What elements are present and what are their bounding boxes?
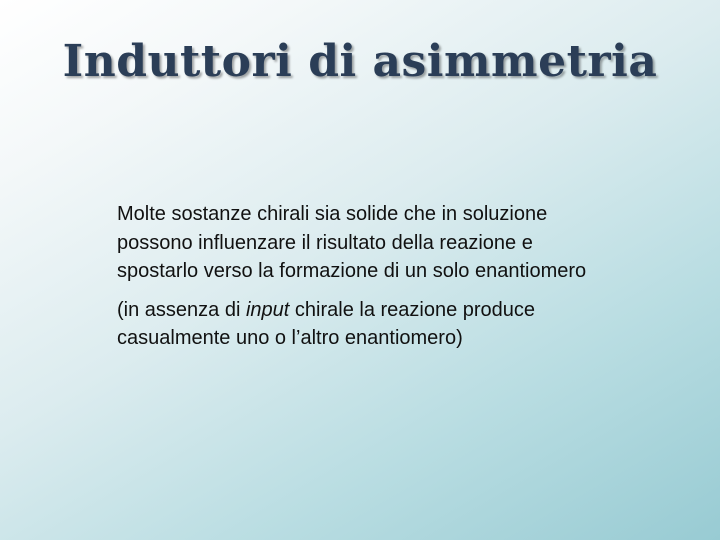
paragraph-2-emphasis: input [245, 298, 290, 321]
body-paragraph-2 [117, 296, 587, 353]
slide-title: Induttori di asimmetria [62, 36, 658, 87]
paragraph-2-end: chirale la reazione produce casualmente uno o l’altro enantiomero) [117, 298, 536, 349]
paragraph-2-start: (in assenza di [117, 298, 246, 321]
body-paragraph-1: Molte sostanze chirali sia solide che in soluzione possono influenzare il risultato della reazione e spostarlo verso la formazione di un solo enantiomero [117, 203, 587, 282]
slide-body [117, 200, 587, 353]
